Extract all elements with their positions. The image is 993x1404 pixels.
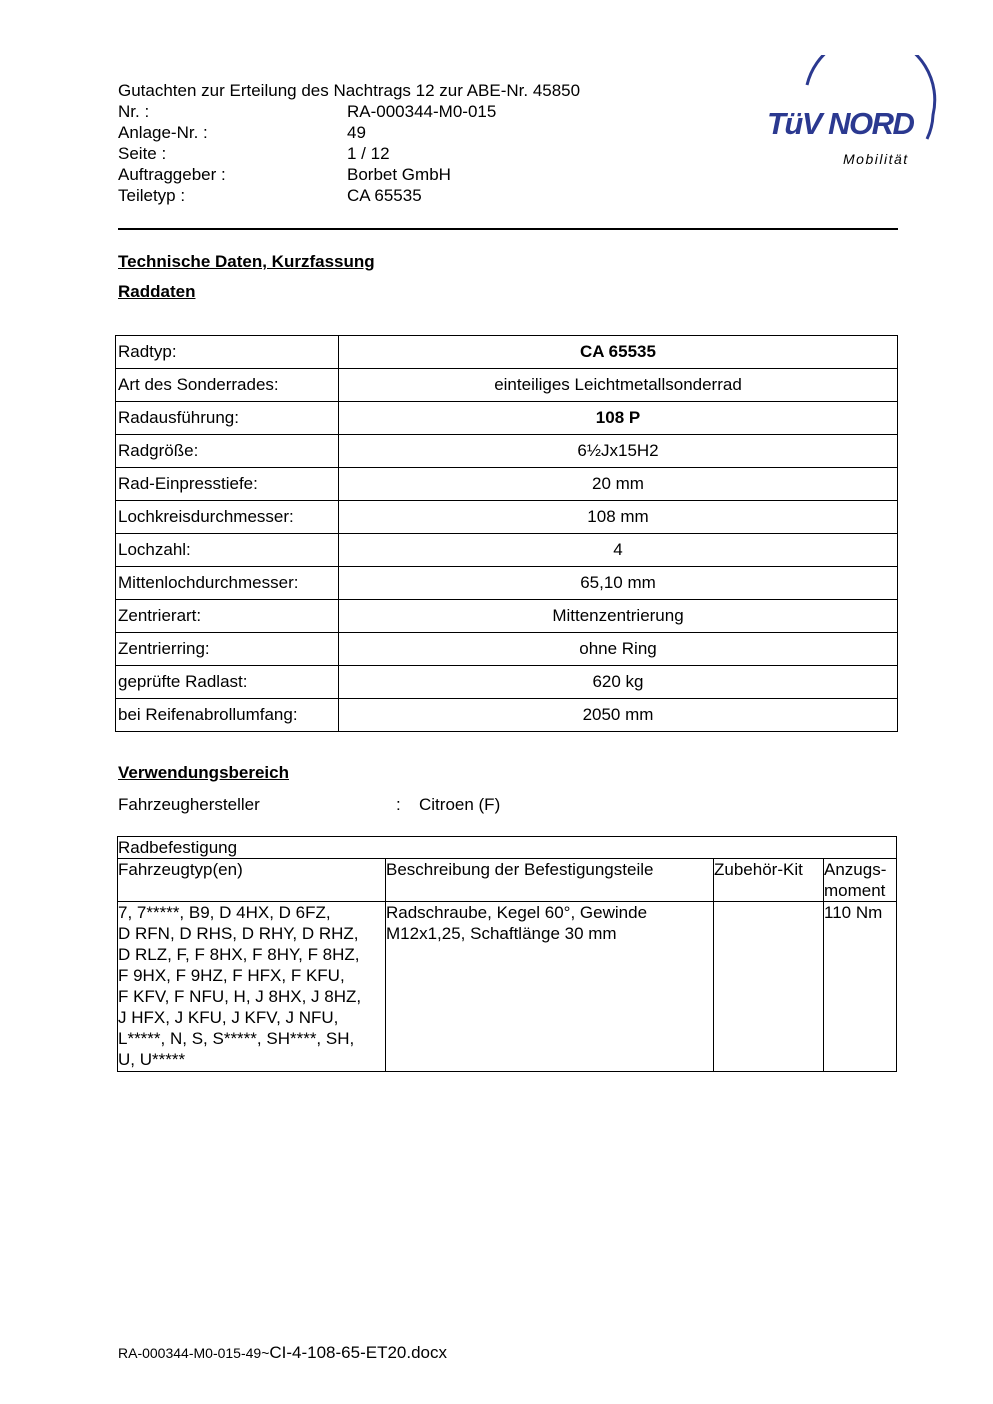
document-title: Gutachten zur Erteilung des Nachtrags 12 zur ABE-Nr. 45850 — [118, 81, 581, 100]
table-row — [116, 633, 898, 666]
fahrzeugtyp-line: 7, 7*****, B9, D 4HX, D 6FZ, — [118, 903, 331, 922]
fahrzeughersteller-label: Fahrzeughersteller — [118, 795, 260, 814]
section-title: Technische Daten, Kurzfassung — [118, 252, 375, 271]
raddaten-label: Radtyp: — [116, 336, 339, 369]
document-header — [118, 80, 580, 206]
section-subtitle: Raddaten — [118, 282, 196, 301]
fahrzeugtyp-line: U, U***** — [118, 1050, 186, 1069]
raddaten-label: Radgröße: — [116, 435, 339, 468]
header-field-label: Teiletyp : — [118, 186, 186, 205]
cell-fahrzeugtypen — [118, 902, 386, 1072]
header-beschreibung: Beschreibung der Befestigungsteile — [386, 859, 714, 902]
header-field-value: 49 — [347, 123, 366, 142]
footer-prefix: RA-000344-M0-015-49~ — [118, 1345, 270, 1361]
raddaten-label: Rad-Einpresstiefe: — [116, 468, 339, 501]
raddaten-label: bei Reifenabrollumfang: — [116, 699, 339, 732]
header-anzugsmoment-line2: moment — [824, 881, 886, 900]
header-anzugsmoment — [824, 859, 897, 902]
fahrzeughersteller-separator: : — [396, 795, 401, 814]
beschreibung-line: Radschraube, Kegel 60°, Gewinde — [386, 903, 648, 922]
header-field-value: RA-000344-M0-015 — [347, 102, 497, 121]
header-field-row — [118, 185, 580, 206]
raddaten-value: 620 kg — [339, 666, 898, 699]
table-row — [116, 666, 898, 699]
header-field-row — [118, 164, 580, 185]
table-row — [116, 501, 898, 534]
header-field-value: Borbet GmbH — [347, 165, 451, 184]
table-row — [116, 534, 898, 567]
raddaten-label: geprüfte Radlast: — [116, 666, 339, 699]
table-row — [116, 435, 898, 468]
fahrzeughersteller-value: Citroen (F) — [419, 795, 501, 814]
header-fahrzeugtyp: Fahrzeugtyp(en) — [118, 859, 386, 902]
header-field-row — [118, 122, 580, 143]
fahrzeugtyp-line: F 9HX, F 9HZ, F HFX, F KFU, — [118, 966, 345, 985]
raddaten-label: Art des Sonderrades: — [116, 369, 339, 402]
raddaten-value: 6½Jx15H2 — [339, 435, 898, 468]
logo-brand-text: TüV NORD — [767, 106, 914, 141]
fahrzeugtyp-line: L*****, N, S, S*****, SH****, SH, — [118, 1029, 355, 1048]
raddaten-value: 108 mm — [339, 501, 898, 534]
footer-docname: CI-4-108-65-ET20.docx — [269, 1343, 448, 1362]
fahrzeugtyp-line: J HFX, J KFU, J KFV, J NFU, — [118, 1008, 339, 1027]
header-field-value: 1 / 12 — [347, 144, 390, 163]
header-zubehoer-kit: Zubehör-Kit — [714, 859, 824, 902]
cell-anzugsmoment: 110 Nm — [824, 902, 897, 1072]
table-row — [116, 336, 898, 369]
verwendung-title: Verwendungsbereich — [118, 763, 289, 782]
logo-sub-text: Mobilität — [843, 151, 909, 167]
table-row — [116, 468, 898, 501]
raddaten-value: einteiliges Leichtmetallsonderrad — [339, 369, 898, 402]
raddaten-value: 4 — [339, 534, 898, 567]
header-field-label: Anlage-Nr. : — [118, 123, 208, 142]
beschreibung-line: M12x1,25, Schaftlänge 30 mm — [386, 924, 617, 943]
tuev-nord-logo — [755, 55, 945, 175]
fahrzeugtyp-line: D RFN, D RHS, D RHY, D RHZ, — [118, 924, 359, 943]
cell-beschreibung — [386, 902, 714, 1072]
table-caption-row — [118, 837, 897, 859]
fahrzeugtyp-line: F KFV, F NFU, H, J 8HX, J 8HZ, — [118, 987, 362, 1006]
header-divider — [118, 228, 898, 230]
raddaten-label: Radausführung: — [116, 402, 339, 435]
header-field-row — [118, 143, 580, 164]
table-header-row — [118, 859, 897, 902]
cell-zubehoer-kit — [714, 902, 824, 1072]
header-anzugsmoment-line1: Anzugs- — [824, 860, 887, 879]
raddaten-label: Zentrierring: — [116, 633, 339, 666]
table-row — [116, 699, 898, 732]
footer-filename — [118, 1343, 447, 1363]
raddaten-value: 20 mm — [339, 468, 898, 501]
raddaten-value: Mittenzentrierung — [339, 600, 898, 633]
radbefestigung-table — [117, 836, 897, 1072]
header-field-label: Seite : — [118, 144, 167, 163]
header-field-label: Auftraggeber : — [118, 165, 226, 184]
header-field-label: Nr. : — [118, 102, 150, 121]
raddaten-value: 2050 mm — [339, 699, 898, 732]
table-row — [116, 567, 898, 600]
raddaten-label: Lochzahl: — [116, 534, 339, 567]
table-row — [116, 369, 898, 402]
radbefestigung-caption: Radbefestigung — [118, 837, 897, 859]
raddaten-label: Mittenlochdurchmesser: — [116, 567, 339, 600]
raddaten-value: CA 65535 — [339, 336, 898, 369]
raddaten-value: 65,10 mm — [339, 567, 898, 600]
table-row — [116, 600, 898, 633]
raddaten-value: 108 P — [339, 402, 898, 435]
raddaten-label: Zentrierart: — [116, 600, 339, 633]
header-field-value: CA 65535 — [347, 186, 422, 205]
fahrzeugtyp-line: D RLZ, F, F 8HX, F 8HY, F 8HZ, — [118, 945, 360, 964]
header-fields — [118, 101, 580, 206]
header-field-row — [118, 101, 580, 122]
table-row — [116, 402, 898, 435]
table-row — [118, 902, 897, 1072]
raddaten-table — [115, 335, 898, 732]
raddaten-value: ohne Ring — [339, 633, 898, 666]
raddaten-label: Lochkreisdurchmesser: — [116, 501, 339, 534]
